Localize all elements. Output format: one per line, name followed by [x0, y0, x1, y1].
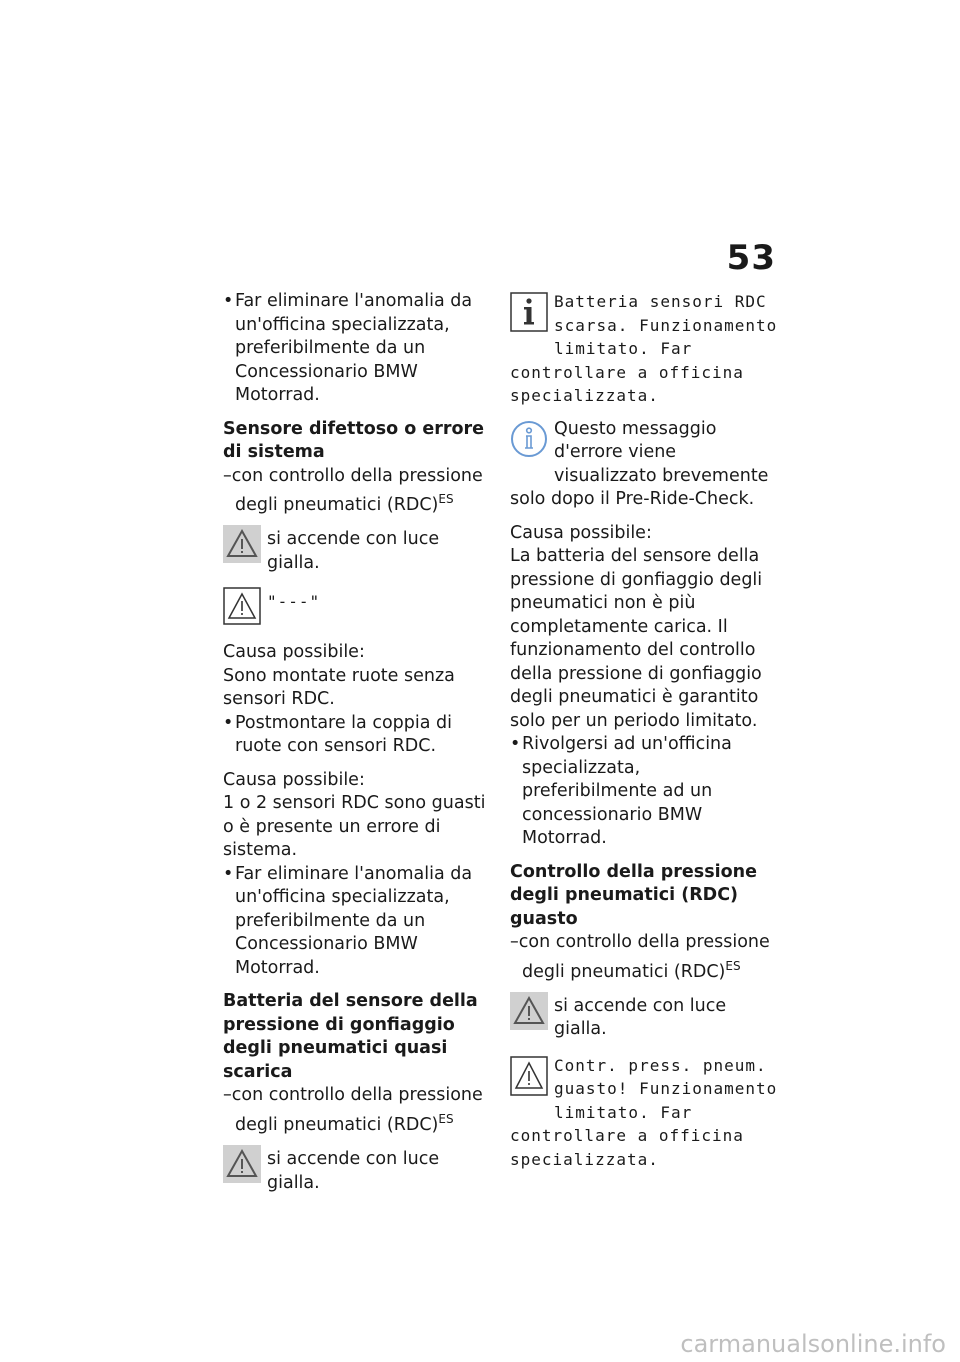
bullet-icon: • — [223, 291, 234, 311]
bullet-text: Postmontare la coppia di ruote con sensori RDC. — [235, 712, 452, 757]
warning-display-icon — [510, 1056, 548, 1103]
condition-item: –con controllo della pressione degli pneumatici (RDC)$^{ES}$ — [223, 465, 483, 515]
list-item — [223, 712, 489, 759]
warning-row — [223, 525, 489, 575]
list-item — [223, 290, 489, 408]
warning-text: si accende con luce gialla. — [554, 995, 727, 1040]
warning-text: si accende con luce gialla. — [267, 1149, 440, 1193]
section-heading: Sensore difettoso o errore di sistema — [223, 418, 485, 462]
info-icon — [510, 420, 548, 466]
page-number: 53 — [726, 238, 776, 278]
cause-label: Causa possibile: — [223, 642, 365, 663]
left-column — [223, 290, 489, 1207]
cause-label: Causa possibile: — [223, 769, 365, 790]
watermark: carmanualsonline.info — [680, 1330, 946, 1358]
cause-text: Sono montate ruote senza sensori RDC. — [223, 665, 455, 710]
condition-item: –con controllo della pressione degli pneumatici (RDC)$^{ES}$ — [223, 1085, 483, 1135]
condition-text: con controllo della pressione degli pneumatici (RDC) — [518, 932, 770, 982]
cause-label: Causa possibile: — [510, 522, 652, 543]
condition-text: con controllo della pressione degli pneumatici (RDC) — [231, 1085, 483, 1135]
bullet-icon: • — [223, 712, 234, 733]
warning-light-icon — [223, 1145, 261, 1187]
condition-item: –con controllo della pressione degli pneumatici (RDC)$^{ES}$ — [510, 932, 770, 982]
warning-light-icon — [223, 525, 261, 567]
info-note-block — [510, 418, 780, 512]
display-message: Batteria sensori RDC scarsa. Funzionamento limitato. Far controllare a officina specializzata. — [510, 292, 778, 405]
section-heading: Controllo della pressione degli pneumatici (RDC) guasto — [510, 861, 757, 929]
info-note-text: Questo messaggio d'errore viene visualizzato brevemente solo dopo il Pre-Ride-Check. — [510, 418, 769, 509]
bullet-icon: • — [223, 863, 234, 884]
warning-row — [223, 1145, 489, 1195]
condition-text: con controllo della pressione degli pneumatici (RDC) — [231, 465, 483, 515]
list-item — [223, 863, 489, 981]
warning-text: si accende con luce gialla. — [267, 529, 440, 573]
es-superscript: ES — [725, 958, 741, 973]
info-display-icon — [510, 292, 548, 339]
info-message-block — [510, 290, 780, 408]
bullet-icon: • — [510, 734, 521, 754]
display-message: Contr. press. pneum. guasto! Funzionamento limitato. Far controllare a officina specializzata. — [510, 1055, 778, 1169]
warning-display-icon — [223, 587, 261, 629]
warning-light-icon — [510, 992, 548, 1034]
list-item — [510, 733, 780, 851]
section-heading: Batteria del sensore della pressione di gonfiaggio degli pneumatici quasi scarica — [223, 991, 478, 1082]
warning-message-block — [510, 1054, 780, 1172]
warning-row — [510, 992, 780, 1042]
display-code: "---" — [267, 592, 321, 612]
bullet-text: Far eliminare l'anomalia da un'officina specializzata, preferibilmente da un Concessionario BMW Motorrad. — [235, 291, 473, 405]
es-superscript: ES — [438, 1111, 454, 1126]
cause-text: La batteria del sensore della pressione di gonfiaggio degli pneumatici non è più completamente carica. Il funzionamento del controllo della pressione di gonfiaggio degli pneumatici è garantito solo per un periodo limitato. — [510, 546, 763, 731]
bullet-text: Far eliminare l'anomalia da un'officina specializzata, preferibilmente da un Concessionario BMW Motorrad. — [235, 863, 473, 978]
cause-text: 1 o 2 sensori RDC sono guasti o è presente un errore di sistema. — [223, 793, 486, 861]
right-column — [510, 290, 780, 1181]
warning-row — [223, 587, 489, 629]
bullet-text: Rivolgersi ad un'officina specializzata, preferibilmente ad un concessionario BMW Motorrad. — [522, 734, 732, 848]
es-superscript: ES — [438, 492, 454, 506]
